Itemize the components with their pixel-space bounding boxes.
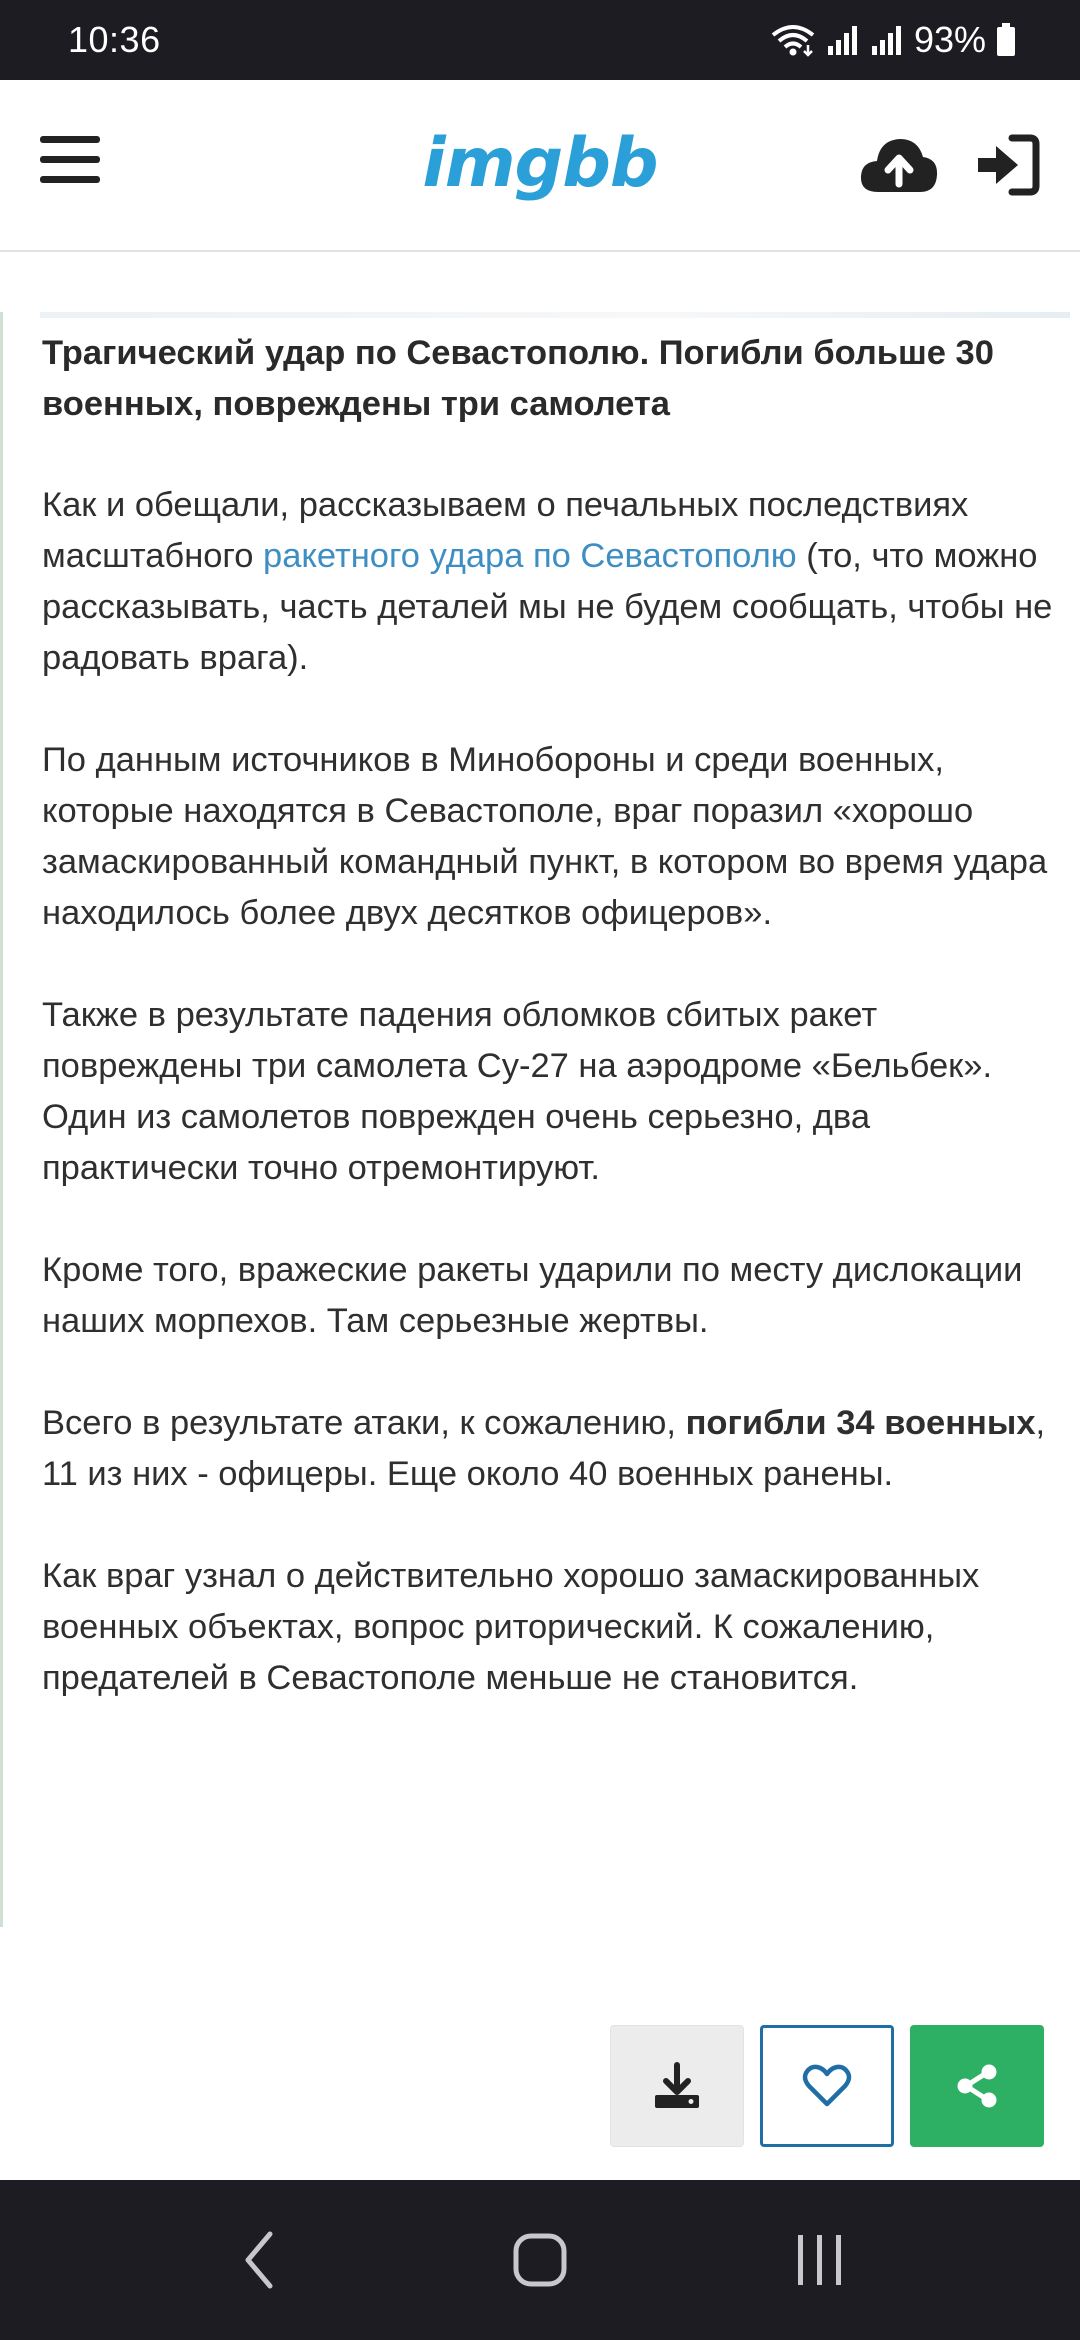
download-icon: [652, 2061, 702, 2111]
download-button[interactable]: [610, 2025, 744, 2147]
article-link[interactable]: ракетного удара по Севастополю: [263, 537, 797, 575]
logo[interactable]: imgbb: [422, 124, 658, 203]
article-paragraph-5: Всего в результате атаки, к сожалению, погибли 34 военных, 11 из них - офицеры. Еще около 40 военных ранены.: [42, 1404, 1046, 1493]
article-paragraph-4: Кроме того, вражеские ракеты ударили по месту дислокации наших морпехов. Там серьезные жертвы.: [42, 1251, 1023, 1340]
wifi-icon: [770, 23, 816, 57]
status-bar: [0, 0, 1080, 80]
cloud-upload-icon: [858, 130, 940, 200]
image-actions: [610, 2025, 1044, 2147]
like-button[interactable]: [760, 2025, 894, 2147]
article-paragraph-3: Также в результате падения обломков сбитых ракет повреждены три самолета Су-27 на аэродроме «Бельбек». Один из самолетов поврежден очень серьезно, два практически точно отремонтируют.: [42, 996, 993, 1187]
upload-button[interactable]: [858, 130, 940, 200]
image-top-strip: [40, 312, 1070, 318]
home-icon: [512, 2232, 568, 2288]
nav-back-button[interactable]: [200, 2210, 320, 2310]
status-time: 10:36: [68, 19, 161, 60]
article-paragraph-1: Как и обещали, рассказываем о печальных последствиях масштабного ракетного удара по Севастополю (то, что можно рассказывать, часть деталей мы не будем сообщать, чтобы не радовать врага).: [42, 486, 1053, 677]
login-button[interactable]: [974, 134, 1040, 196]
battery-icon: [996, 23, 1016, 57]
back-icon: [240, 2230, 280, 2290]
status-indicators: [770, 19, 1016, 61]
system-nav-bar: [0, 2180, 1080, 2340]
share-button[interactable]: [910, 2025, 1044, 2147]
signal-icon-2: [870, 24, 904, 56]
heart-icon: [802, 2064, 852, 2108]
article-title: Трагический удар по Севастополю. Погибли больше 30 военных, повреждены три самолета: [42, 334, 994, 423]
uploaded-image[interactable]: [0, 312, 1080, 1927]
article-paragraph-6: Как враг узнал о действительно хорошо замаскированных военных объектах, вопрос риторический. К сожалению, предателей в Севастополе меньше не становится.: [42, 1557, 980, 1697]
nav-recents-button[interactable]: [760, 2210, 880, 2310]
nav-home-button[interactable]: [480, 2210, 600, 2310]
battery-percent: 93%: [913, 19, 986, 60]
app-header: [0, 80, 1080, 252]
recents-icon: [792, 2232, 848, 2288]
image-left-border: [0, 312, 3, 1927]
share-icon: [954, 2063, 1000, 2109]
sign-in-icon: [974, 134, 1040, 196]
article: [42, 328, 1072, 1755]
article-bold-text: погибли 34 военных: [685, 1404, 1036, 1442]
article-paragraph-2: По данным источников в Минобороны и среди военных, которые находятся в Севастополе, враг поразил «хорошо замаскированный командный пункт, в котором во время удара находилось более двух десятков офицеров».: [42, 741, 1048, 932]
signal-icon: [826, 24, 860, 56]
